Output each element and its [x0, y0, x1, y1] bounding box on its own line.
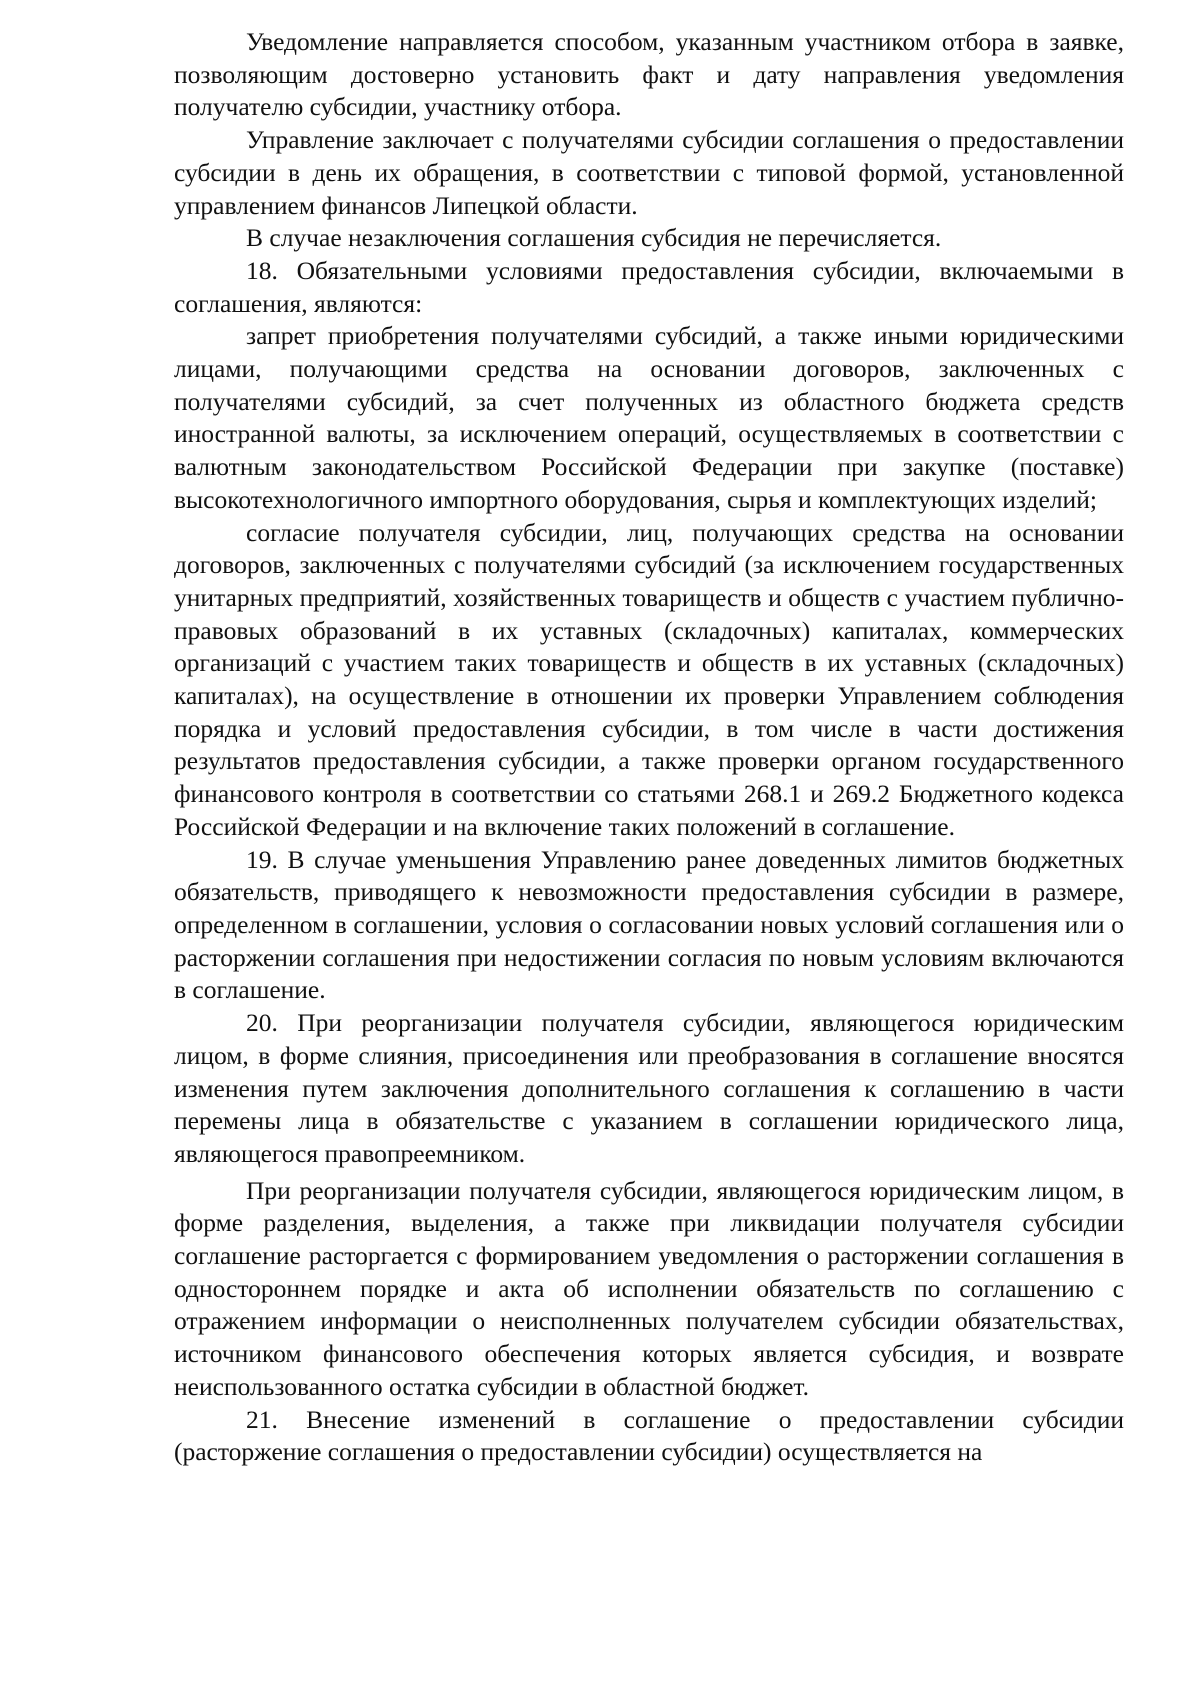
paragraph-no-agreement: В случае незаключения соглашения субсидия не перечисляется.: [246, 223, 942, 253]
paragraph-notification-method: Уведомление направляется способом, указанным участником отбора в заявке, позволяющим достоверно установить факт и дату направления уведомления получателю субсидии, участнику отбора.: [174, 27, 1124, 122]
document-body: [174, 26, 1124, 1469]
paragraph-audit-consent: согласие получателя субсидии, лиц, получающих средства на основании договоров, заключенных с получателями субсидий (за исключением государственных унитарных предприятий, хозяйственных товариществ и обществ с участием публично-правовых образований в их уставных (складочных) капиталах, коммерческих организаций с участием таких товариществ и обществ в их уставных (складочных) капиталах), на осуществление в отношении их проверки Управлением соблюдения порядка и условий предоставления субсидии, в том числе в части достижения результатов предоставления субсидии, а также проверки органом государственного финансового контроля в соответствии со статьями 268.1 и 269.2 Бюджетного кодекса Российской Федерации и на включение таких положений в соглашение.: [174, 517, 1124, 841]
paragraph-item-21: 21. Внесение изменений в соглашение о предоставлении субсидии (расторжение соглашения о предоставлении субсидии) осуществляется на: [174, 1404, 1124, 1467]
paragraph-item-18: 18. Обязательными условиями предоставления субсидии, включаемыми в соглашения, являются:: [174, 255, 1124, 318]
paragraph-reorganization-termination: При реорганизации получателя субсидии, являющегося юридическим лицом, в форме разделения, выделения, а также при ликвидации получателя субсидии соглашение расторгается с формированием уведомления о расторжении соглашения в одностороннем порядке и акта об исполнении обязательств по соглашению с отражением информации о неисполненных получателем субсидии обязательствах, источником финансового обеспечения которых является субсидия, и возврате неиспользованного остатка субсидии в областной бюджет.: [174, 1175, 1124, 1401]
paragraph-item-20: 20. При реорганизации получателя субсидии, являющегося юридическим лицом, в форме слияния, присоединения или преобразования в соглашение вносятся изменения путем заключения дополнительного соглашения к соглашению в части перемены лица в обязательстве с указанием в соглашении юридического лица, являющегося правопреемником.: [174, 1008, 1124, 1168]
paragraph-agreement-conclusion: Управление заключает с получателями субсидии соглашения о предоставлении субсидии в день их обращения, в соответствии с типовой формой, установленной управлением финансов Липецкой области.: [174, 125, 1124, 220]
paragraph-currency-ban: запрет приобретения получателями субсидий, а также иными юридическими лицами, получающими средства на основании договоров, заключенных с получателями субсидий, за счет полученных из областного бюджета средств иностранной валюты, за исключением операций, осуществляемых в соответствии с валютным законодательством Российской Федерации при закупке (поставке) высокотехнологичного импортного оборудования, сырья и комплектующих изделий;: [174, 321, 1124, 514]
paragraph-item-19: 19. В случае уменьшения Управлению ранее доведенных лимитов бюджетных обязательств, приводящего к невозможности предоставления субсидии в размере, определенном в соглашении, условия о согласовании новых условий соглашения или о расторжении соглашения при недостижении согласия по новым условиям включаются в соглашение.: [174, 844, 1124, 1005]
